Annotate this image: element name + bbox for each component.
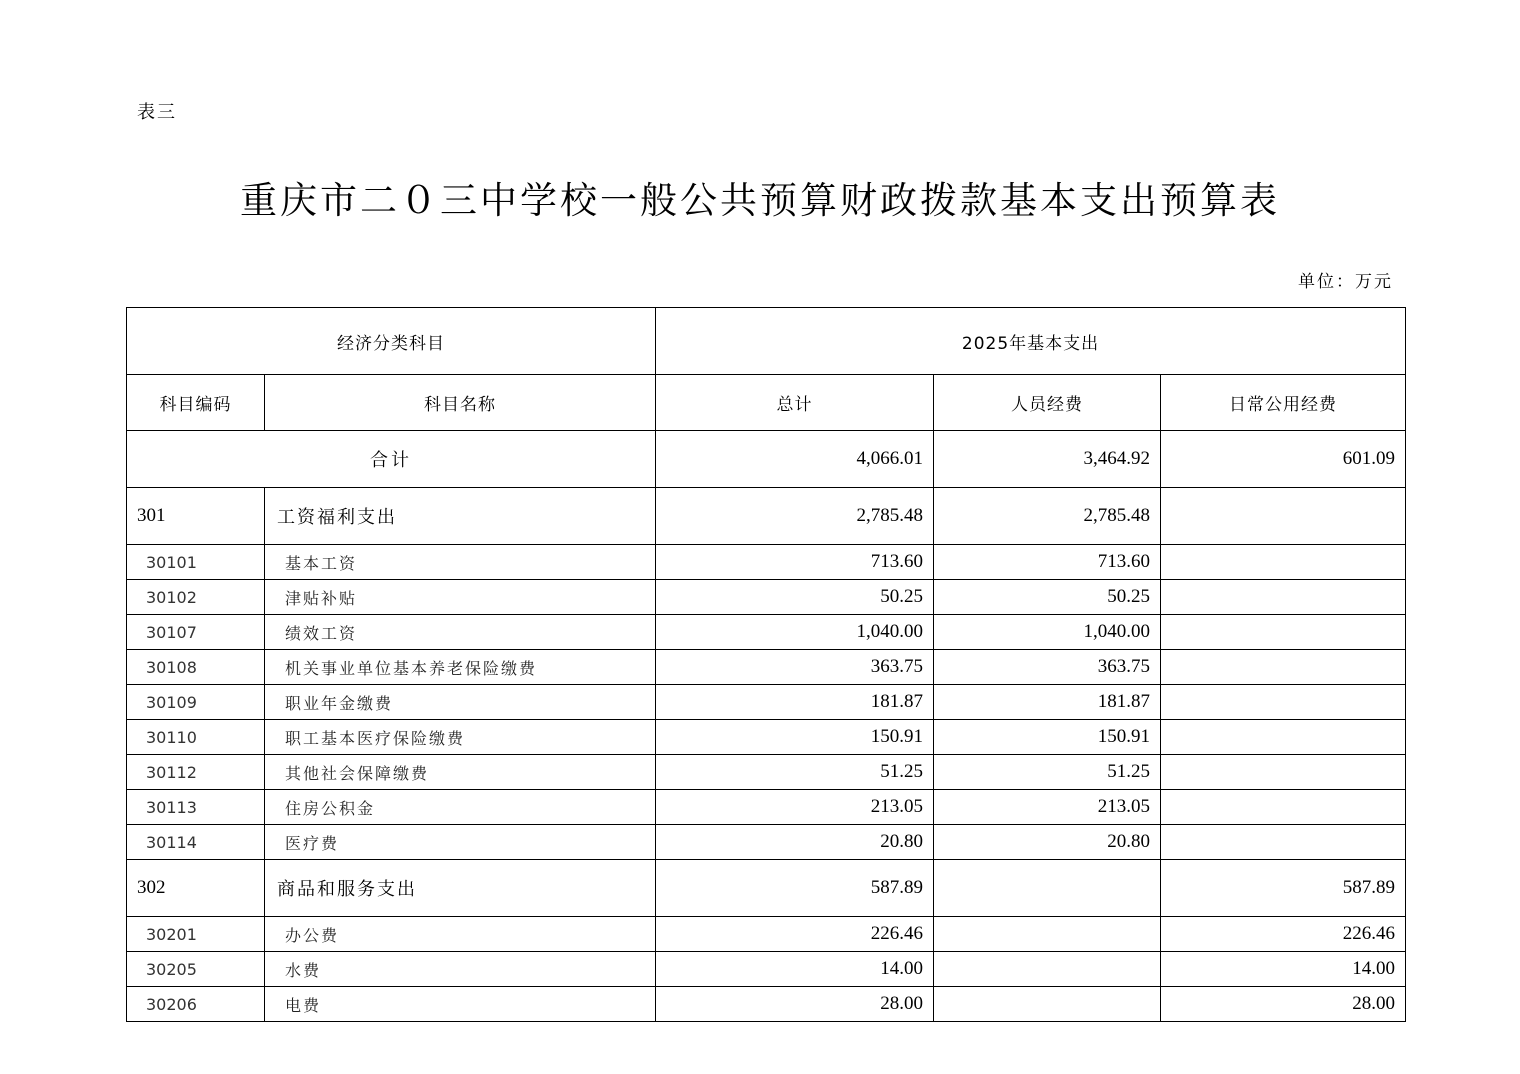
- amount-personnel: 363.75: [934, 650, 1161, 685]
- table-row: [127, 650, 1406, 685]
- subject-name: 津贴补贴: [265, 580, 656, 615]
- amount-personnel: 150.91: [934, 720, 1161, 755]
- subject-code: 30206: [127, 987, 265, 1022]
- amount-public: [1161, 755, 1406, 790]
- table-row: [127, 917, 1406, 952]
- header-name: 科目名称: [265, 375, 656, 431]
- amount-personnel: 51.25: [934, 755, 1161, 790]
- total-amount: 4,066.01: [656, 431, 934, 488]
- amount-personnel: 50.25: [934, 580, 1161, 615]
- header-public: 日常公用经费: [1161, 375, 1406, 431]
- column-header-row: [127, 375, 1406, 431]
- subject-code: 30113: [127, 790, 265, 825]
- amount-public: [1161, 825, 1406, 860]
- subject-name: 机关事业单位基本养老保险缴费: [265, 650, 656, 685]
- amount-personnel: 1,040.00: [934, 615, 1161, 650]
- amount-public: [1161, 790, 1406, 825]
- amount-public: [1161, 720, 1406, 755]
- subject-name: 水费: [265, 952, 656, 987]
- amount-personnel: [934, 987, 1161, 1022]
- subject-name: 基本工资: [265, 545, 656, 580]
- subject-code: 302: [127, 860, 265, 917]
- amount-personnel: 713.60: [934, 545, 1161, 580]
- amount-total: 51.25: [656, 755, 934, 790]
- amount-total: 28.00: [656, 987, 934, 1022]
- subject-code: 30109: [127, 685, 265, 720]
- table-row: [127, 580, 1406, 615]
- amount-public: [1161, 650, 1406, 685]
- subject-code: 30112: [127, 755, 265, 790]
- amount-total: 713.60: [656, 545, 934, 580]
- subject-name: 其他社会保障缴费: [265, 755, 656, 790]
- amount-public: 587.89: [1161, 860, 1406, 917]
- subject-name: 住房公积金: [265, 790, 656, 825]
- group-header-row: [127, 308, 1406, 375]
- amount-public: 28.00: [1161, 987, 1406, 1022]
- table-row: [127, 987, 1406, 1022]
- subject-code: 30205: [127, 952, 265, 987]
- subject-name: 电费: [265, 987, 656, 1022]
- amount-total: 587.89: [656, 860, 934, 917]
- amount-total: 363.75: [656, 650, 934, 685]
- amount-personnel: [934, 860, 1161, 917]
- amount-personnel: [934, 952, 1161, 987]
- subject-code: 30102: [127, 580, 265, 615]
- amount-personnel: 20.80: [934, 825, 1161, 860]
- table-row: [127, 615, 1406, 650]
- header-total: 总计: [656, 375, 934, 431]
- subject-name: 商品和服务支出: [265, 860, 656, 917]
- table-row: [127, 685, 1406, 720]
- amount-public: 14.00: [1161, 952, 1406, 987]
- total-personnel: 3,464.92: [934, 431, 1161, 488]
- header-code: 科目编码: [127, 375, 265, 431]
- amount-total: 181.87: [656, 685, 934, 720]
- header-personnel: 人员经费: [934, 375, 1161, 431]
- budget-table: [126, 307, 1406, 1022]
- amount-public: [1161, 615, 1406, 650]
- amount-total: 213.05: [656, 790, 934, 825]
- table-row: [127, 545, 1406, 580]
- amount-total: 150.91: [656, 720, 934, 755]
- subject-code: 30114: [127, 825, 265, 860]
- amount-public: [1161, 545, 1406, 580]
- subject-code: 30107: [127, 615, 265, 650]
- header-econ-class: 经济分类科目: [127, 308, 656, 375]
- amount-total: 1,040.00: [656, 615, 934, 650]
- subject-code: 30201: [127, 917, 265, 952]
- amount-total: 226.46: [656, 917, 934, 952]
- total-label: 合计: [127, 431, 656, 488]
- table-row: [127, 790, 1406, 825]
- amount-public: [1161, 488, 1406, 545]
- subject-name: 职工基本医疗保险缴费: [265, 720, 656, 755]
- subject-name: 医疗费: [265, 825, 656, 860]
- table-row: [127, 825, 1406, 860]
- amount-personnel: 181.87: [934, 685, 1161, 720]
- subject-name: 绩效工资: [265, 615, 656, 650]
- table-row: [127, 720, 1406, 755]
- amount-public: 226.46: [1161, 917, 1406, 952]
- amount-personnel: 213.05: [934, 790, 1161, 825]
- amount-personnel: [934, 917, 1161, 952]
- subject-name: 办公费: [265, 917, 656, 952]
- page-title: 重庆市二０三中学校一般公共预算财政拨款基本支出预算表: [240, 179, 1280, 222]
- amount-total: 50.25: [656, 580, 934, 615]
- amount-public: [1161, 685, 1406, 720]
- subject-name: 职业年金缴费: [265, 685, 656, 720]
- amount-total: 14.00: [656, 952, 934, 987]
- amount-total: 20.80: [656, 825, 934, 860]
- subject-code: 30110: [127, 720, 265, 755]
- category-row: [127, 488, 1406, 545]
- total-row: [127, 431, 1406, 488]
- amount-personnel: 2,785.48: [934, 488, 1161, 545]
- amount-public: [1161, 580, 1406, 615]
- subject-code: 30108: [127, 650, 265, 685]
- table-row: [127, 952, 1406, 987]
- unit-label: 单位：万元: [1298, 272, 1393, 292]
- total-public: 601.09: [1161, 431, 1406, 488]
- subject-name: 工资福利支出: [265, 488, 656, 545]
- subject-code: 30101: [127, 545, 265, 580]
- subject-code: 301: [127, 488, 265, 545]
- table-number-label: 表三: [137, 102, 177, 123]
- category-row: [127, 860, 1406, 917]
- table-row: [127, 755, 1406, 790]
- amount-total: 2,785.48: [656, 488, 934, 545]
- header-basic-expense: 2025年基本支出: [656, 308, 1406, 375]
